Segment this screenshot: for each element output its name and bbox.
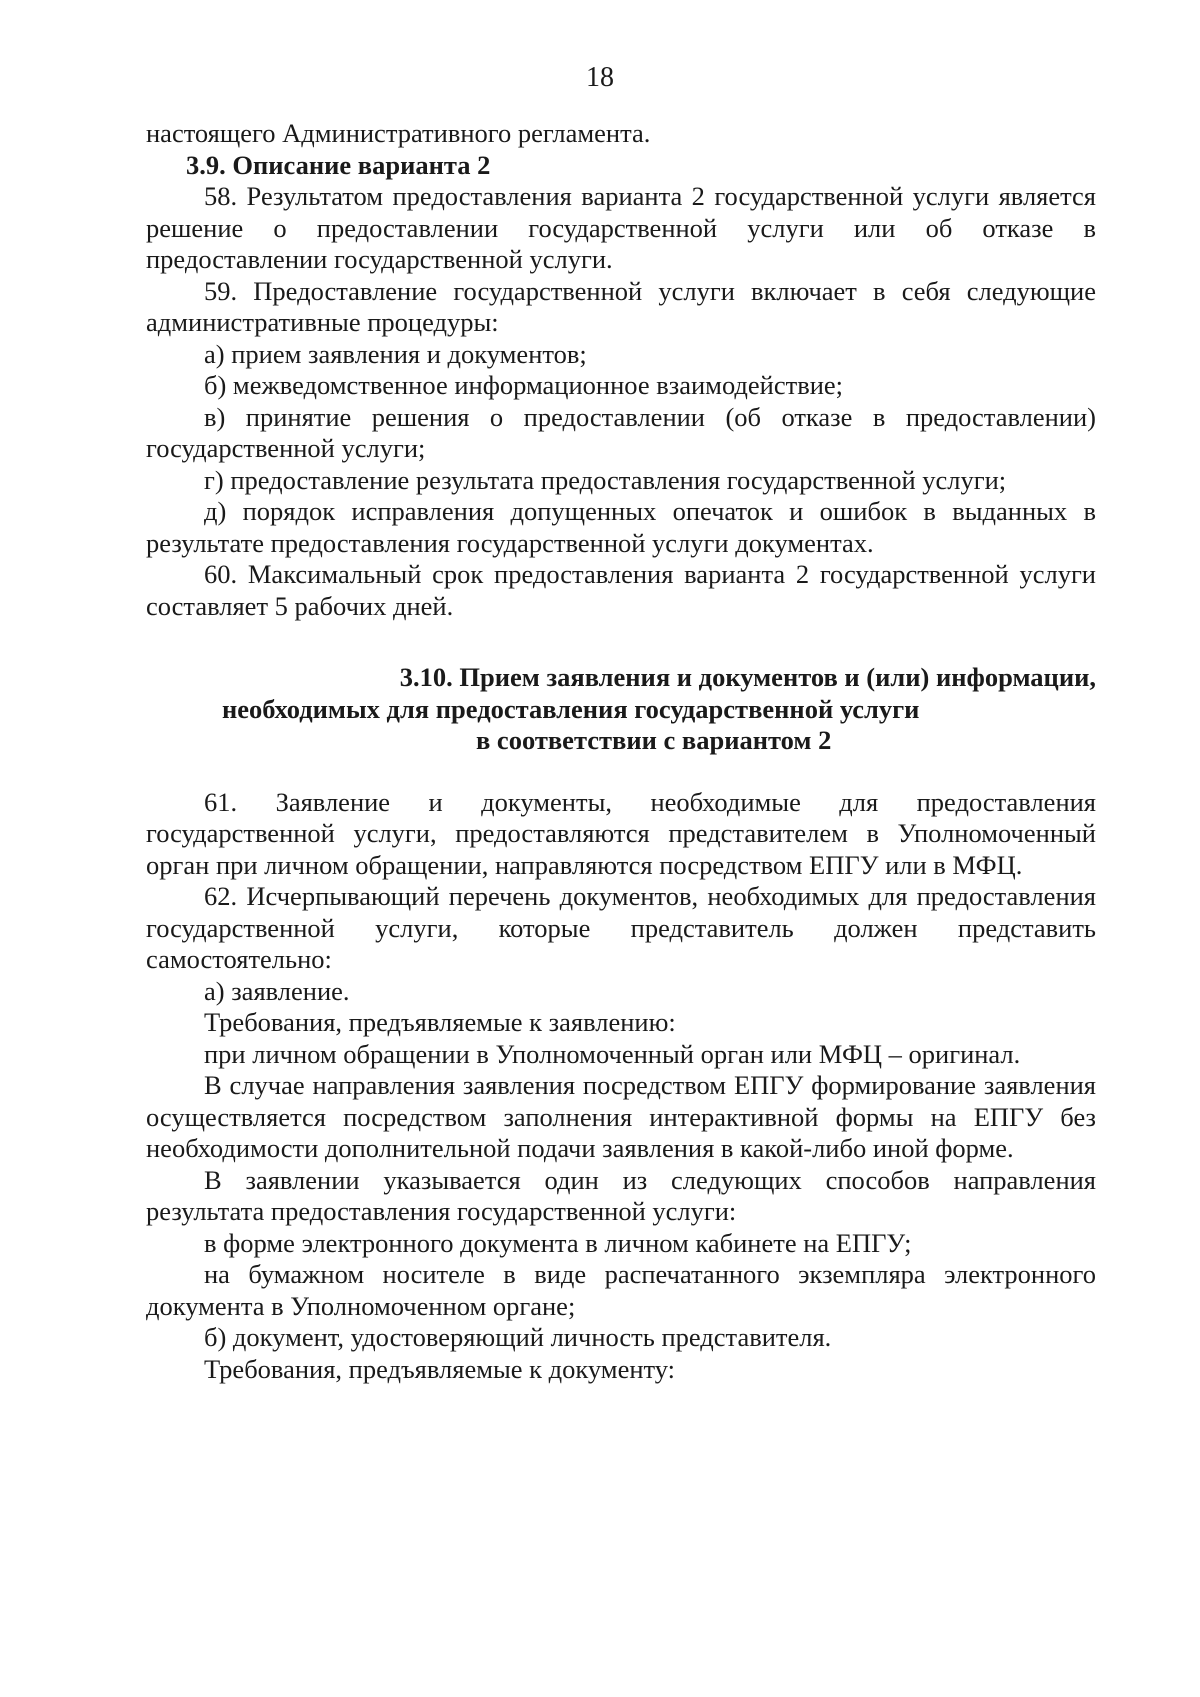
page-number: 18 (586, 62, 614, 93)
list-item-59-a: а) прием заявления и документов; (204, 338, 587, 369)
list-item-59-d: д) порядок исправления допущенных опечаток и ошибок в выданных в результате предоставления государственной услуги документах. (146, 496, 1096, 558)
paragraph-epgu-submission: В случае направления заявления посредством ЕПГУ формирование заявления осуществляется посредством заполнения интерактивной формы на ЕПГУ без необходимости дополнительной подачи заявления в какой-либо иной форме. (146, 1070, 1096, 1163)
page-content (146, 118, 1096, 1385)
list-item-paper-document: на бумажном носителе в виде распечатанного экземпляра электронного документа в Уполномоченном органе; (146, 1259, 1096, 1321)
paragraph-58: 58. Результатом предоставления варианта 2 государственной услуги является решение о предоставлении государственной услуги или об отказе в предоставлении государственной услуги. (146, 181, 1096, 274)
list-item-59-g: г) предоставление результата предоставления государственной услуги; (204, 464, 1007, 495)
list-item-62-b: б) документ, удостоверяющий личность представителя. (204, 1322, 832, 1352)
paragraph-continuation: настоящего Административного регламента. (146, 118, 651, 148)
list-item-electronic-document: в форме электронного документа в личном кабинете на ЕПГУ; (204, 1227, 912, 1258)
section-heading-3-10-line-2: необходимых для предоставления государственной услуги (222, 693, 920, 724)
paragraph-result-methods: В заявлении указывается один из следующих способов направления результата предоставления государственной услуги: (146, 1164, 1096, 1226)
list-item-59-v: в) принятие решения о предоставлении (об отказе в предоставлении) государственной услуги; (146, 401, 1096, 463)
section-heading-3-10-line-1: 3.10. Прием заявления и документов и (или) информации, (399, 662, 1096, 692)
paragraph-requirements-application: Требования, предъявляемые к заявлению: (204, 1007, 676, 1037)
paragraph-60: 60. Максимальный срок предоставления варианта 2 государственной услуги составляет 5 рабочих дней. (146, 559, 1096, 621)
paragraph-62: 62. Исчерпывающий перечень документов, необходимых для предоставления государственной услуги, которые представитель должен представить самостоятельно: (146, 881, 1096, 974)
section-heading-3-10 (146, 662, 1096, 757)
paragraph-59: 59. Предоставление государственной услуги включает в себя следующие административные процедуры: (146, 275, 1096, 337)
paragraph-61: 61. Заявление и документы, необходимые для предоставления государственной услуги, предоставляются представителем в Уполномоченный орган при личном обращении, направляются посредством ЕПГУ или в МФЦ. (146, 786, 1096, 880)
paragraph-requirements-document: Требования, предъявляемые к документу: (204, 1353, 676, 1384)
paragraph-personal-visit: при личном обращении в Уполномоченный орган или МФЦ – оригинал. (204, 1038, 1021, 1069)
list-item-62-a: а) заявление. (204, 975, 350, 1006)
section-heading-3-10-line-3: в соответствии с вариантом 2 (476, 725, 832, 755)
section-heading-3-9: 3.9. Описание варианта 2 (186, 149, 491, 180)
list-item-59-b: б) межведомственное информационное взаимодействие; (204, 370, 844, 400)
